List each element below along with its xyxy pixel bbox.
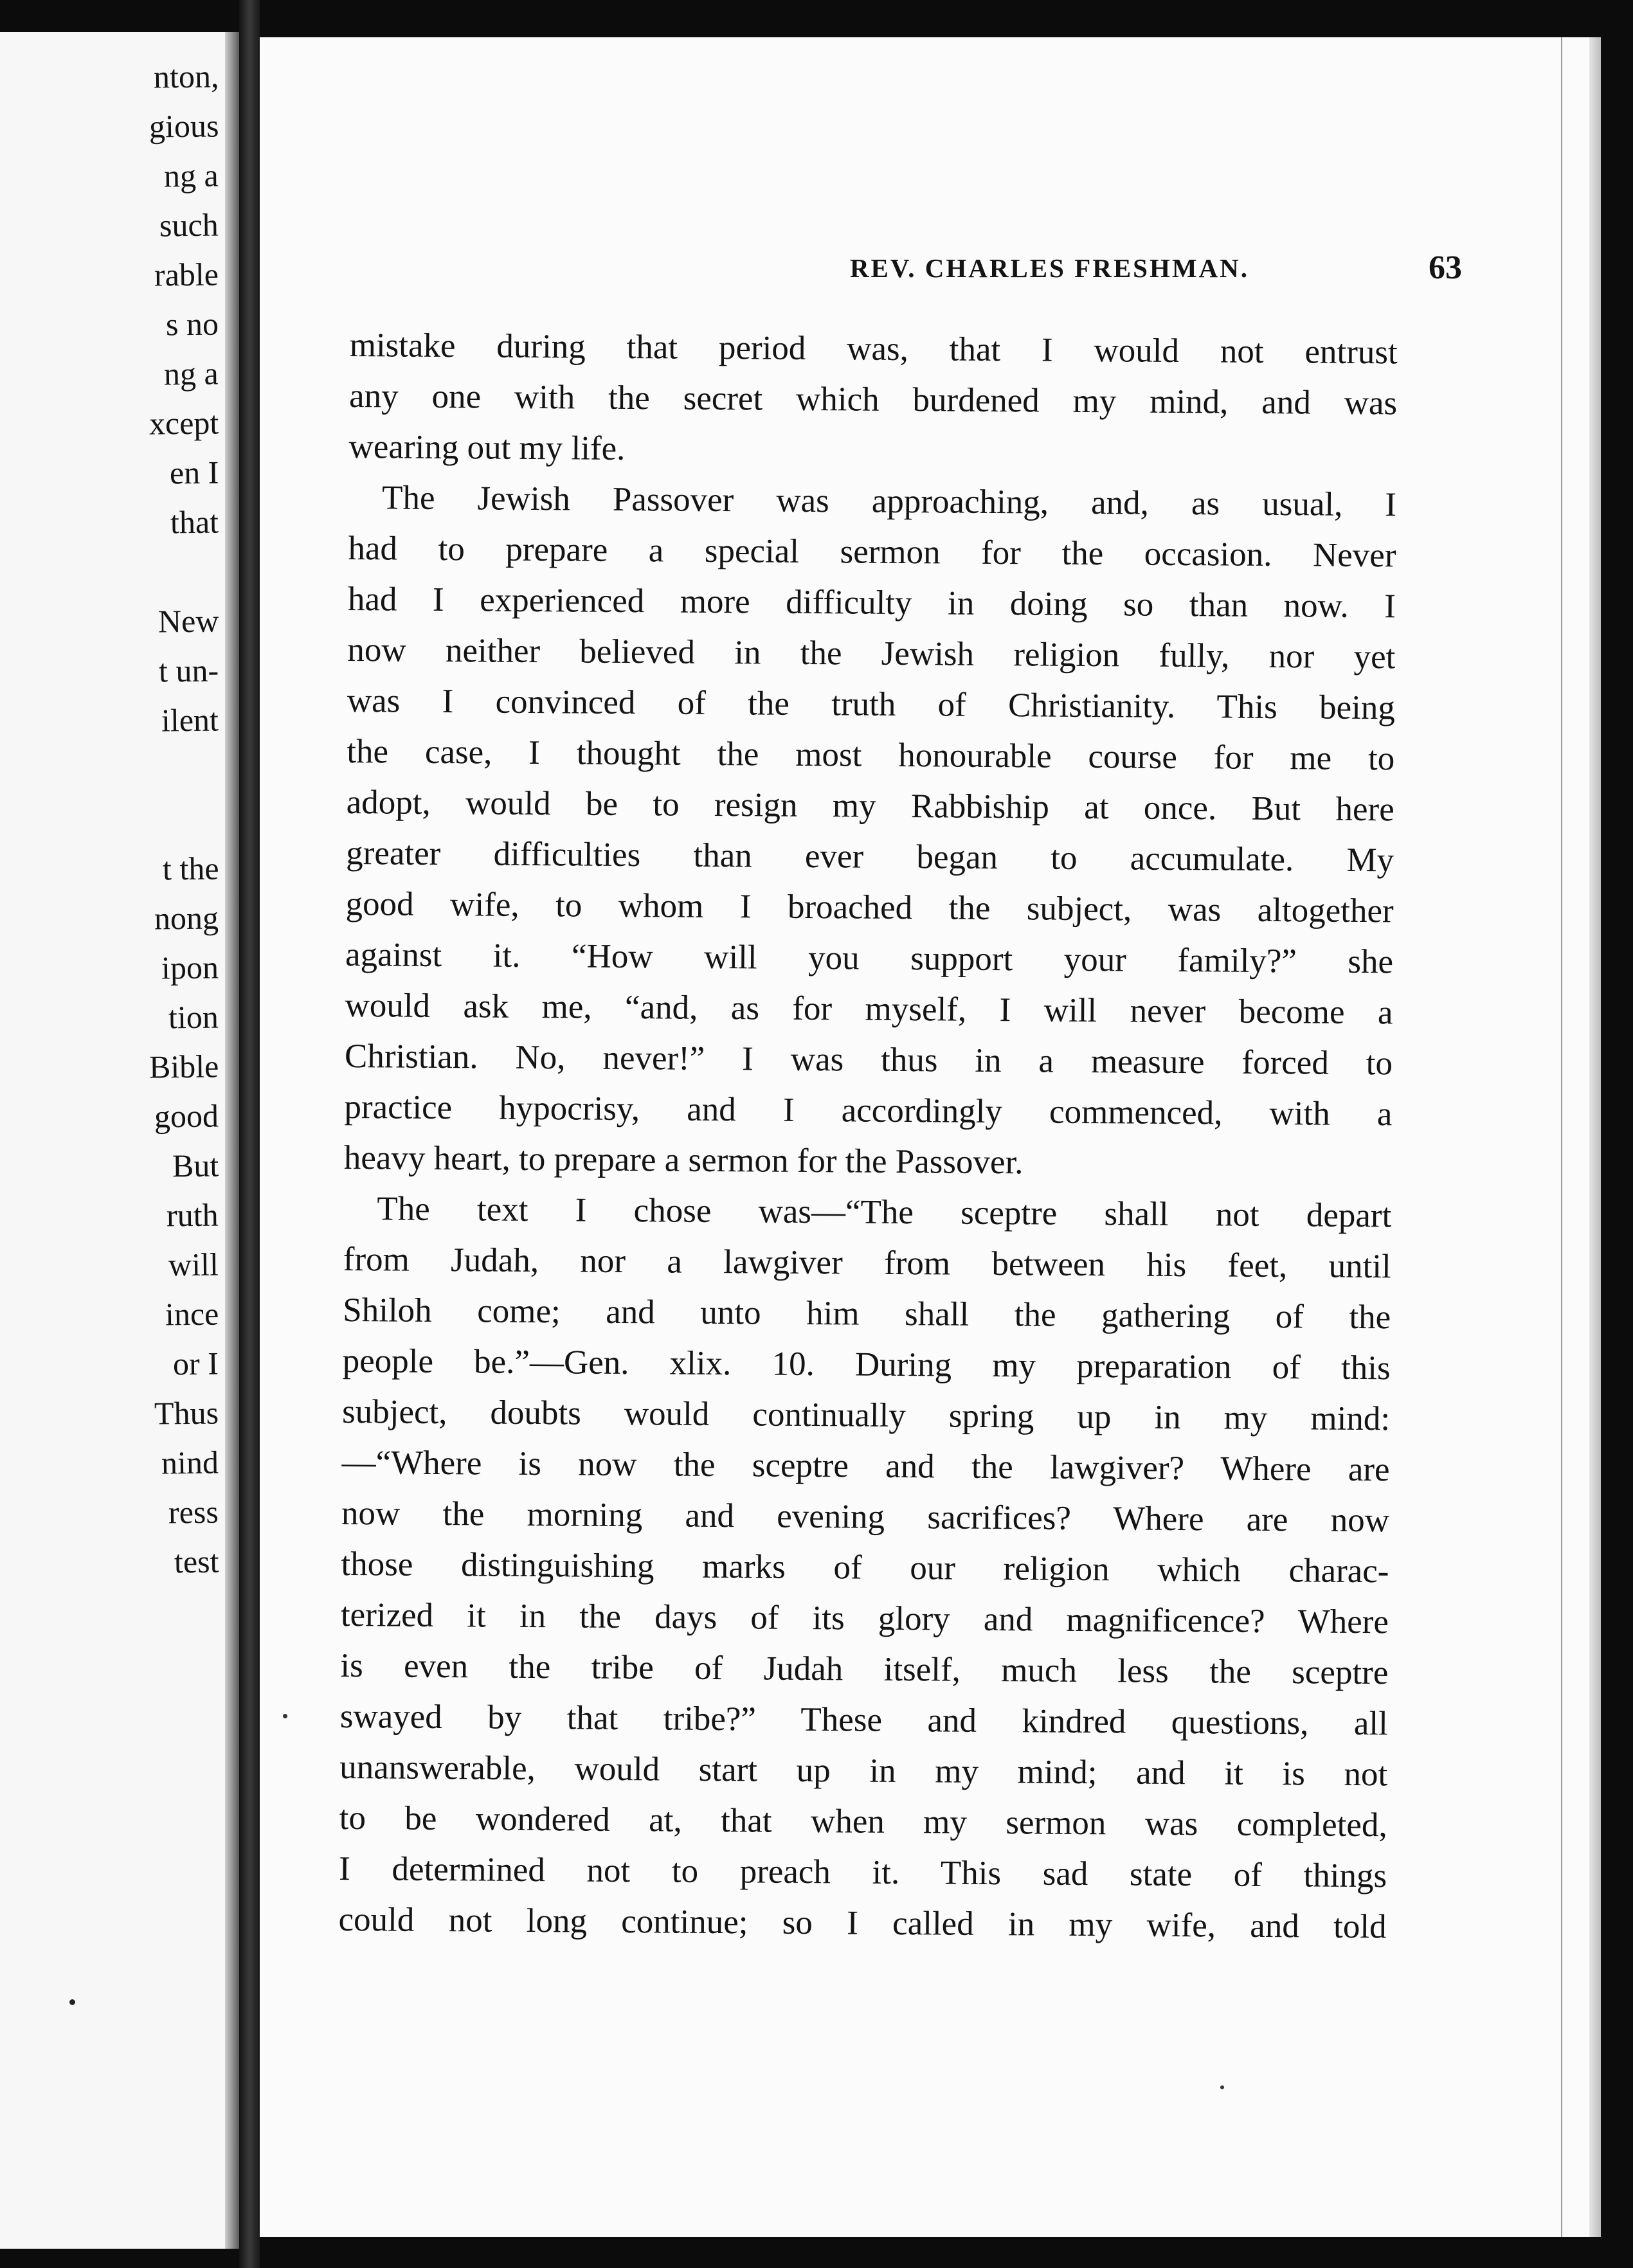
text-line: from Judah, nor a lawgiver from between his feet, until (343, 1240, 1391, 1286)
text-line: heavy heart, to prepare a sermon for the Passover. (343, 1138, 1024, 1182)
text-line: good wife, to whom I broached the subject, was altogether (345, 885, 1394, 930)
left-line-fragment: such (159, 206, 219, 244)
text-line: had I experienced more difficulty in doing so than now. I (347, 580, 1396, 626)
left-line-fragment: ruth (167, 1196, 219, 1234)
left-line-fragment: nong (154, 899, 219, 937)
text-line: Shiloh come; and unto him shall the gathering of the (343, 1291, 1391, 1336)
left-line-fragment: ilent (161, 701, 219, 739)
left-line-fragment: rable (154, 256, 219, 293)
text-line: to be wondered at, that when my sermon was completed, (339, 1799, 1387, 1844)
text-line: The Jewish Passover was approaching, and, as usual, I (381, 479, 1397, 524)
left-line-fragment: But (172, 1147, 219, 1184)
left-line-fragment: will (168, 1246, 219, 1283)
ink-speck (283, 1714, 287, 1718)
text-line: greater difficulties than ever began to accumulate. My (346, 834, 1394, 879)
left-line-fragment: en I (169, 454, 219, 491)
gutter-shadow (225, 32, 239, 2249)
text-line: The text I chose was—“The sceptre shall not depart (377, 1190, 1392, 1235)
text-line: unanswerable, would start up in my mind; and it is not (339, 1748, 1388, 1794)
text-line: now neither believed in the Jewish religion fully, nor yet (347, 631, 1396, 676)
left-line-fragment: ress (168, 1493, 219, 1531)
book-spine (239, 0, 260, 2268)
body-text (338, 320, 1398, 1952)
text-line: —“Where is now the sceptre and the lawgiver? Where are (341, 1443, 1390, 1489)
text-line: wearing out my life. (348, 428, 626, 467)
left-line-fragment: good (154, 1097, 219, 1135)
left-line-fragment: gious (149, 107, 219, 145)
left-line-fragment: t the (162, 850, 219, 887)
text-line: Christian. No, never!” I was thus in a measure forced to (344, 1037, 1393, 1083)
left-line-fragment: or I (172, 1345, 219, 1382)
left-line-fragment: s no (165, 305, 219, 343)
page-edge-line (1561, 37, 1562, 2237)
text-line: was I convinced of the truth of Christianity. This being (347, 681, 1396, 727)
left-line-fragment: nind (161, 1444, 219, 1481)
text-line: swayed by that tribe?” These and kindred questions, all (339, 1697, 1388, 1743)
left-line-fragment: Bible (149, 1048, 219, 1085)
left-facing-page (0, 32, 239, 2249)
left-line-fragment: ng a (164, 157, 219, 194)
main-page (260, 37, 1601, 2237)
left-line-fragment: Thus (154, 1394, 219, 1432)
left-line-fragment: ipon (161, 949, 219, 986)
text-line: had to prepare a special sermon for the occasion. Never (348, 529, 1396, 575)
text-line: those distinguishing marks of our religion which charac- (341, 1545, 1389, 1590)
text-line: any one with the secret which burdened my mind, and was (348, 377, 1398, 422)
left-line-fragment: tion (168, 998, 219, 1036)
text-line: now the morning and evening sacrifices? Where are now (341, 1494, 1390, 1540)
left-line-fragment: t un- (158, 652, 219, 689)
left-line-fragment: test (174, 1543, 219, 1580)
left-line-fragment: ng a (164, 355, 219, 392)
left-line-fragment: nton, (153, 58, 219, 95)
text-line: would ask me, “and, as for myself, I will never become a (345, 986, 1393, 1032)
text-line: against it. “How will you support your family?” she (345, 935, 1394, 981)
text-line: adopt, would be to resign my Rabbiship at once. But here (346, 783, 1394, 829)
text-line: could not long continue; so I called in my wife, and told (338, 1900, 1387, 1946)
ink-speck (1220, 2085, 1224, 2089)
text-line: is even the tribe of Judah itself, much less the sceptre (340, 1646, 1389, 1692)
text-line: mistake during that period was, that I would not entrust (349, 326, 1398, 372)
left-line-fragment: that (170, 503, 219, 541)
left-line-fragment: xcept (149, 404, 219, 442)
running-head: REV. CHARLES FRESHMAN. (849, 253, 1250, 283)
text-line: I determined not to preach it. This sad state of things (338, 1850, 1387, 1895)
left-line-fragment: ince (165, 1295, 219, 1333)
page-edge-shadow (1589, 37, 1601, 2237)
ink-speck (69, 1999, 75, 2005)
left-line-fragment: New (158, 602, 219, 640)
page-number: 63 (1429, 249, 1462, 286)
text-line: practice hypocrisy, and I accordingly commenced, with a (344, 1088, 1393, 1133)
text-line: subject, doubts would continually spring up in my mind: (341, 1392, 1391, 1438)
text-line: terized it in the days of its glory and magnificence? Where (340, 1596, 1389, 1641)
text-line: the case, I thought the most honourable course for me to (347, 732, 1395, 778)
text-line: people be.”—Gen. xlix. 10. During my preparation of this (342, 1342, 1391, 1387)
